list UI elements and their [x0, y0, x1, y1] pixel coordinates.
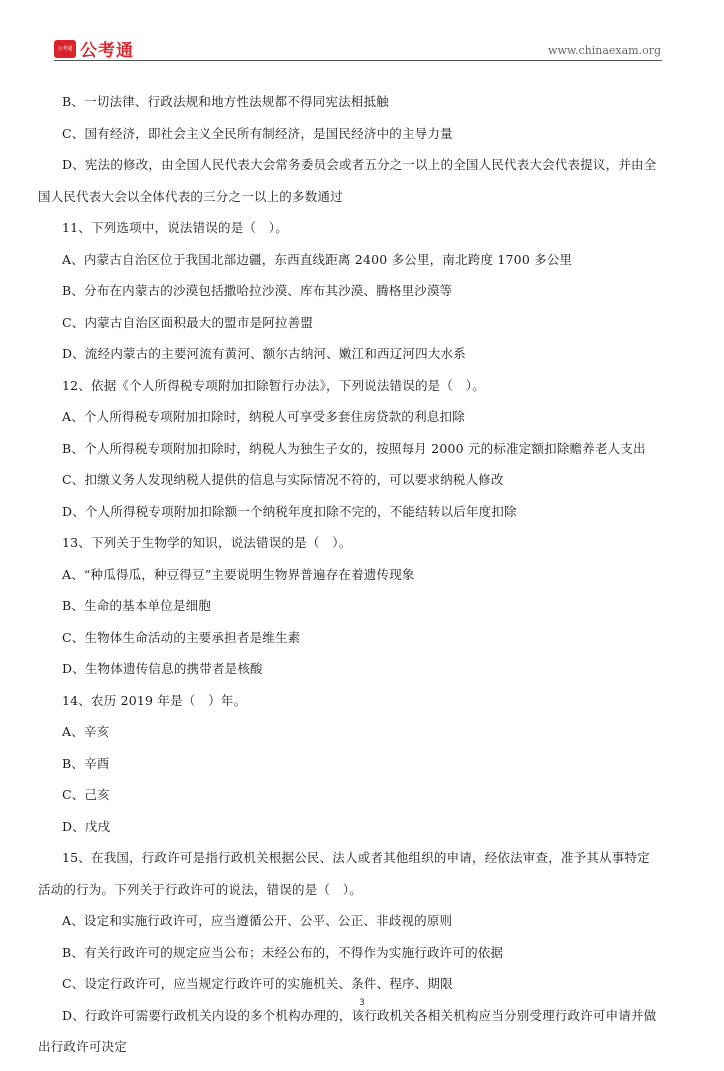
page-number: 3 — [359, 998, 365, 1008]
option-line: D、个人所得税专项附加扣除额一个纳税年度扣除不完的，不能结转以后年度扣除 — [62, 503, 517, 519]
site-url: www.chinaexam.org — [548, 44, 661, 57]
question-line-continuation: 活动的行为。下列关于行政许可的说法，错误的是（ ）。 — [38, 881, 362, 897]
page-header — [0, 0, 724, 64]
option-line: C、国有经济，即社会主义全民所有制经济，是国民经济中的主导力量 — [62, 125, 453, 141]
question-line: 13、下列关于生物学的知识，说法错误的是（ ）。 — [62, 535, 352, 550]
option-line: D、生物体遗传信息的携带者是核酸 — [62, 661, 263, 676]
option-line: A、“种瓜得瓜，种豆得豆”主要说明生物界普遍存在着遗传现象 — [62, 566, 415, 582]
option-line: B、分布在内蒙古的沙漠包括撒哈拉沙漠、库布其沙漠、腾格里沙漠等 — [62, 283, 453, 298]
question-line: 12、依据《个人所得税专项附加扣除暂行办法》，下列说法错误的是（ ）。 — [62, 377, 485, 393]
question-line: 14、农历 2019 年是（ ）年。 — [62, 692, 247, 708]
option-line-continuation: 出行政许可决定 — [38, 1039, 127, 1054]
option-line: B、一切法律、行政法规和地方性法规都不得同宪法相抵触 — [62, 94, 389, 109]
option-line: C、生物体生命活动的主要承担者是维生素 — [62, 629, 301, 645]
logo-text: 公考通 — [80, 41, 134, 61]
option-line: A、设定和实施行政许可，应当遵循公开、公平、公正、非歧视的原则 — [62, 913, 453, 928]
option-line: B、有关行政许可的规定应当公布；未经公布的，不得作为实施行政许可的依据 — [62, 944, 504, 960]
option-line: C、设定行政许可，应当规定行政许可的实施机关、条件、程序、期限 — [62, 976, 453, 991]
option-line: D、戊戌 — [62, 818, 111, 834]
option-line: C、内蒙古自治区面积最大的盟市是阿拉善盟 — [62, 314, 314, 330]
option-line: A、个人所得税专项附加扣除时，纳税人可享受多套住房贷款的利息扣除 — [62, 409, 465, 424]
option-line: B、生命的基本单位是细胞 — [62, 598, 212, 613]
question-line: 15、在我国，行政许可是指行政机关根据公民、法人或者其他组织的申请，经依法审查，准予其从事特定 — [62, 850, 650, 865]
document-body — [38, 94, 662, 1071]
logo-badge-icon: 公考通 — [54, 40, 76, 58]
question-line: 11、下列选项中，说法错误的是（ ）。 — [62, 220, 288, 235]
option-line: B、个人所得税专项附加扣除时，纳税人为独生子女的，按照每月 2000 元的标准定额扣除赡养老人支出 — [62, 440, 646, 456]
header-divider — [54, 60, 662, 61]
option-line: D、宪法的修改，由全国人民代表大会常务委员会或者五分之一以上的全国人民代表大会代表提议，并由全 — [62, 157, 657, 172]
option-line-continuation: 国人民代表大会以全体代表的三分之一以上的多数通过 — [38, 188, 343, 204]
option-line: D、行政许可需要行政机关内设的多个机构办理的，该行政机关各相关机构应当分别受理行政许可申请并做 — [62, 1007, 657, 1023]
option-line: C、己亥 — [62, 787, 110, 802]
option-line: B、辛酉 — [62, 755, 110, 771]
option-line: A、内蒙古自治区位于我国北部边疆，东西直线距离 2400 多公里，南北跨度 1700 多公里 — [62, 251, 573, 267]
option-line: A、辛亥 — [62, 724, 110, 739]
option-line: C、扣缴义务人发现纳税人提供的信息与实际情况不符的，可以要求纳税人修改 — [62, 472, 504, 487]
option-line: D、流经内蒙古的主要河流有黄河、额尔古纳河、嫩江和西辽河四大水系 — [62, 346, 466, 361]
logo — [54, 36, 134, 61]
